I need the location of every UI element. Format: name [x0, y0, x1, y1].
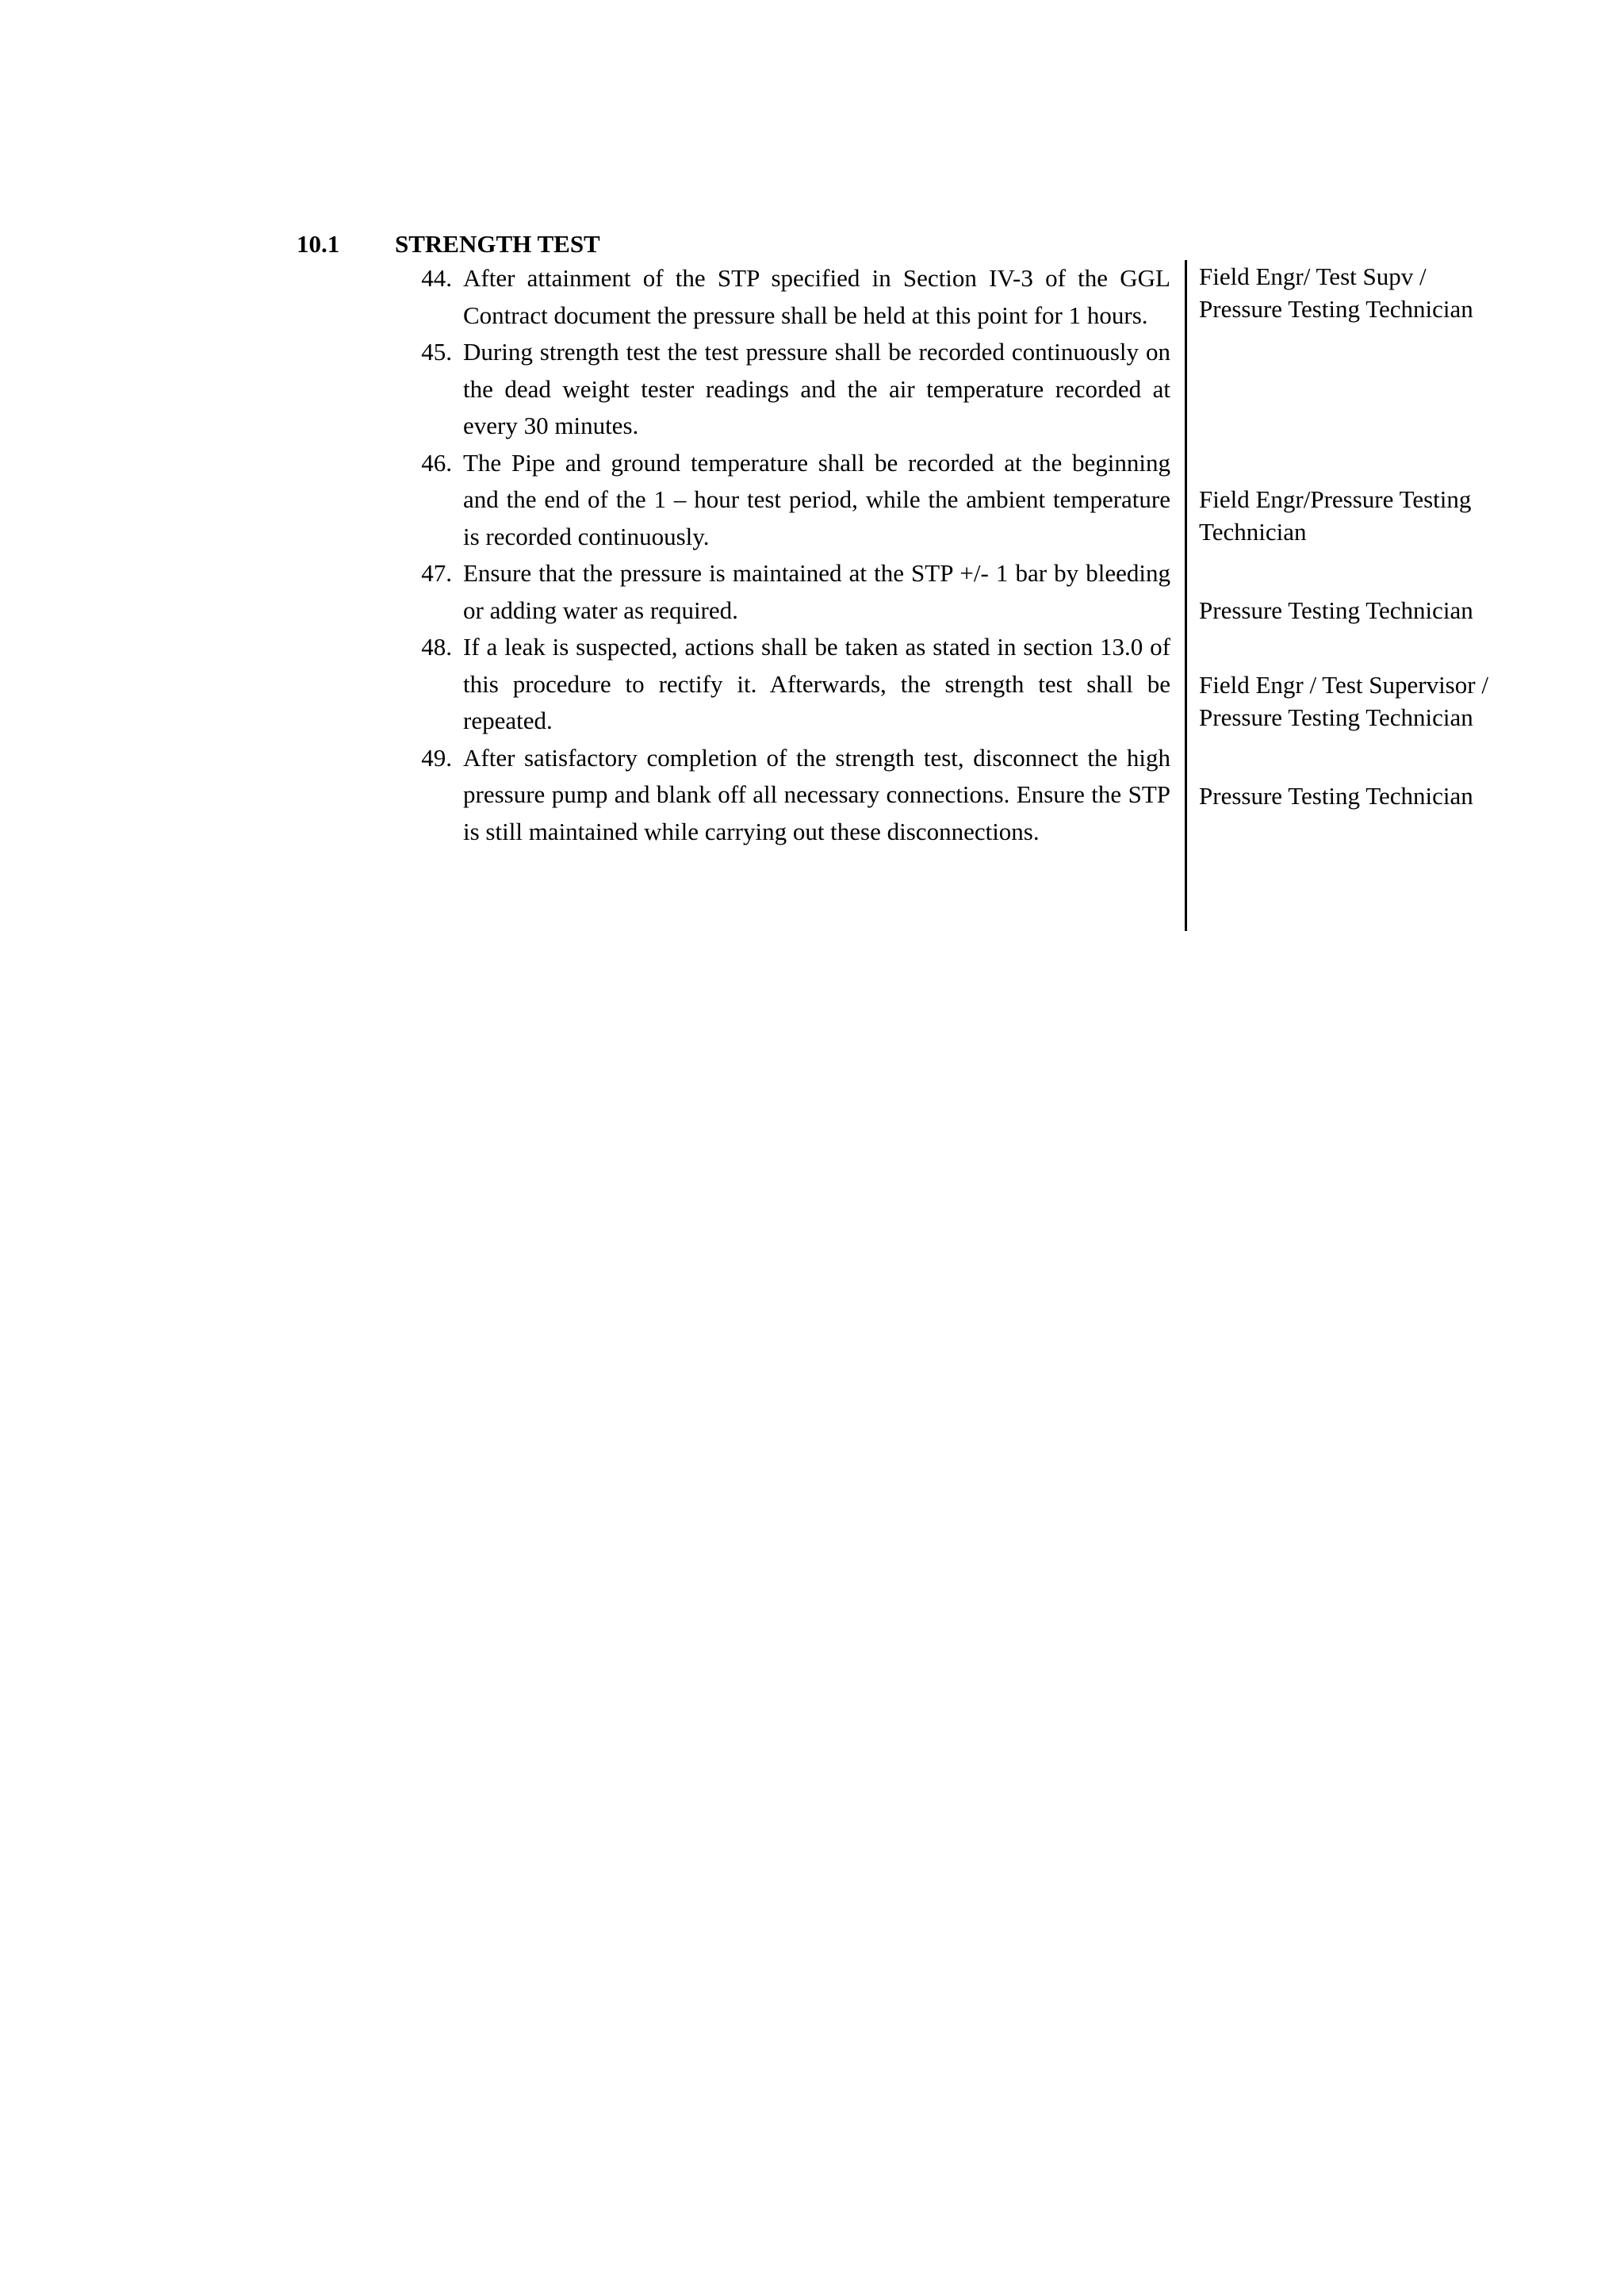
- section-heading: [297, 228, 600, 260]
- step-46: [396, 445, 1174, 556]
- responsible-48: Field Engr / Test Supervisor / Pressure Testing Technician: [1199, 671, 1488, 731]
- step-number: 47.: [421, 559, 452, 587]
- responsible-47: Pressure Testing Technician: [1199, 596, 1473, 624]
- column-divider: [1185, 260, 1187, 931]
- section-number: 10.1: [297, 230, 340, 258]
- step-list: [396, 260, 1174, 850]
- section-title: STRENGTH TEST: [395, 230, 600, 258]
- step-number: 48.: [421, 633, 452, 661]
- responsible-46: Field Engr/Pressure Testing Technician: [1199, 485, 1472, 546]
- step-text: If a leak is suspected, actions shall be taken as stated in section 13.0 of this procedure to rectify it. Afterwards, the strength test shall be repeated.: [463, 633, 1170, 734]
- step-number: 45.: [421, 338, 452, 366]
- step-47: [396, 555, 1174, 629]
- responsible-44: Field Engr/ Test Supv / Pressure Testing Technician: [1199, 262, 1473, 323]
- step-text: During strength test the test pressure shall be recorded continuously on the dead weight tester readings and the air temperature recorded at every 30 minutes.: [463, 338, 1170, 439]
- step-number: 49.: [421, 743, 452, 772]
- step-48: [396, 629, 1174, 740]
- step-number: 46.: [421, 448, 452, 477]
- step-text: After attainment of the STP specified in Section IV-3 of the GGL Contract document the pressure shall be held at this point for 1 hours.: [463, 264, 1170, 329]
- step-text: The Pipe and ground temperature shall be recorded at the beginning and the end of the 1 – hour test period, while the ambient temperature is recorded continuously.: [463, 448, 1170, 550]
- step-text: Ensure that the pressure is maintained at the STP +/- 1 bar by bleeding or adding water as required.: [463, 559, 1170, 624]
- step-49: [396, 740, 1174, 851]
- step-44: [396, 260, 1174, 334]
- step-45: [396, 334, 1174, 445]
- responsible-49: Pressure Testing Technician: [1199, 782, 1473, 810]
- step-text: After satisfactory completion of the strength test, disconnect the high pressure pump and blank off all necessary connections. Ensure the STP is still maintained while carrying out these disconnections.: [463, 743, 1170, 845]
- step-number: 44.: [421, 264, 452, 292]
